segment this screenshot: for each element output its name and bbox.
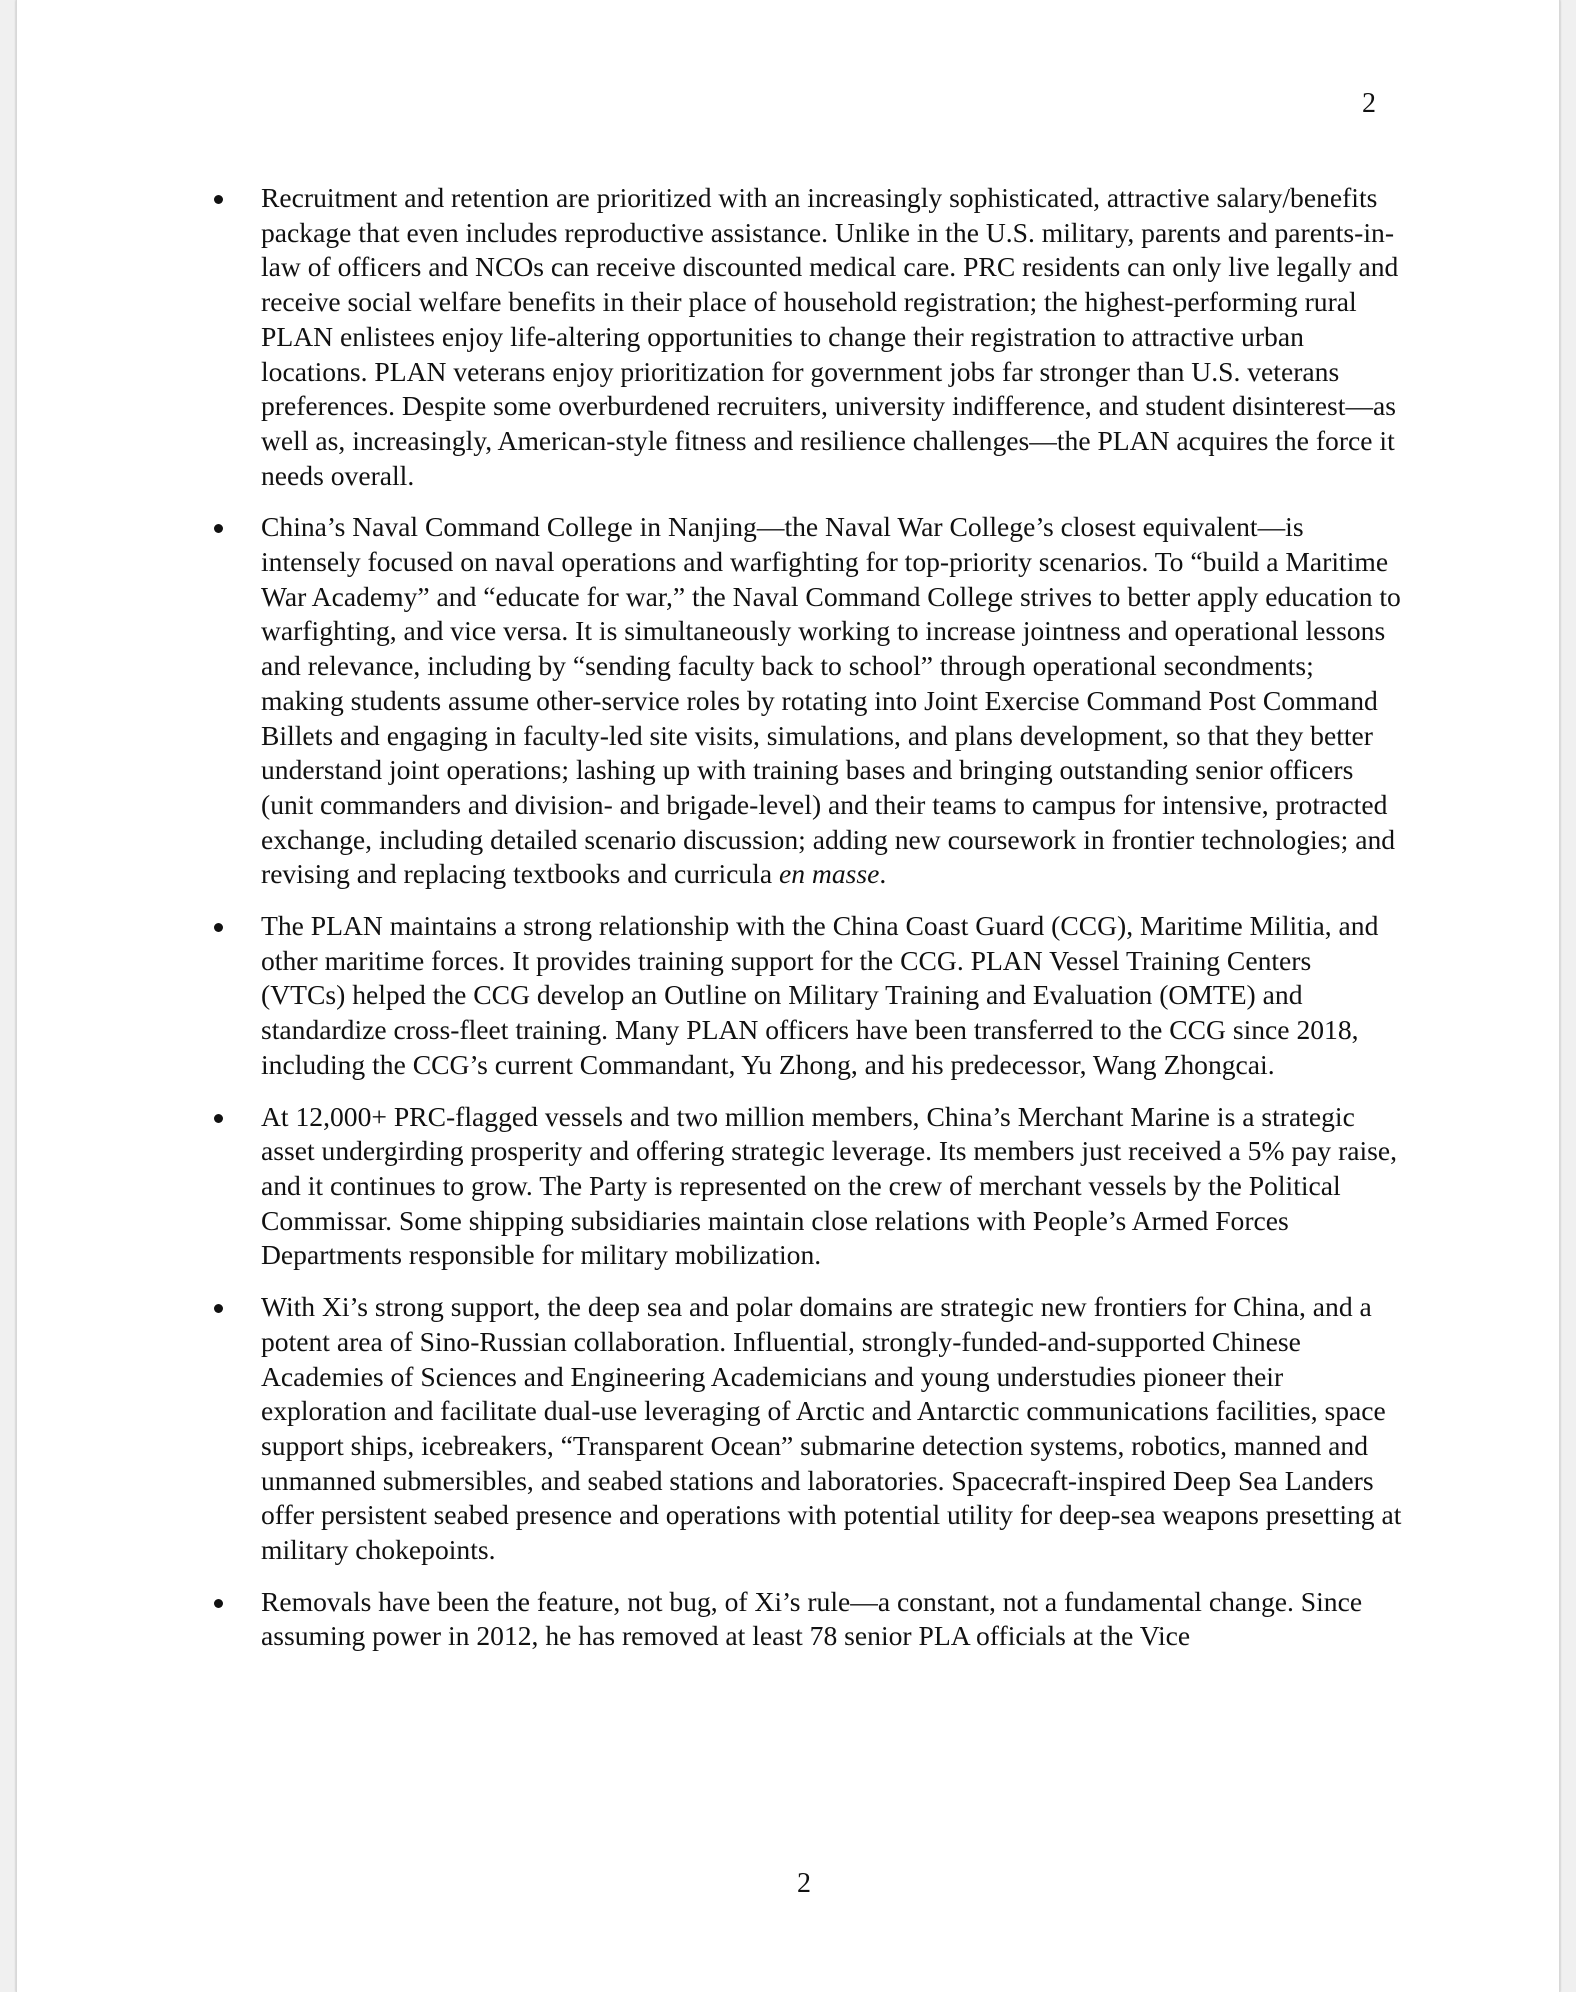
bullet-icon bbox=[214, 195, 223, 204]
page-number-header: 2 bbox=[1362, 88, 1376, 119]
bullet-icon bbox=[214, 1304, 223, 1313]
bullet-item-coast-guard bbox=[197, 909, 1402, 1083]
bullet-text bbox=[261, 510, 1402, 892]
bullet-text: At 12,000+ PRC-flagged vessels and two million members, China’s Merchant Marine is a strategic asset undergirding prosperity and offering strategic leverage. Its members just received a 5% pay raise, and it continues to grow. The Party is represented on the crew of merchant vessels by the Political Commissar. Some shipping subsidiaries maintain close relations with People’s Armed Forces Departments responsible for military mobilization. bbox=[261, 1100, 1398, 1271]
bullet-text: The PLAN maintains a strong relationship with the China Coast Guard (CCG), Maritime Militia, and other maritime forces. It provides training support for the CCG. PLAN Vessel Training Centers (VTCs) helped the CCG develop an Outline on Military Training and Evaluation (OMTE) and standardize cross-fleet training. Many PLAN officers have been transferred to the CCG since 2018, including the CCG’s current Commandant, Yu Zhong, and his predecessor, Wang Zhongcai. bbox=[261, 910, 1379, 1080]
bullet-item-deep-sea-polar bbox=[197, 1290, 1402, 1568]
bullet-item-removals bbox=[197, 1585, 1402, 1654]
document-page bbox=[16, 0, 1560, 1992]
bullet-text: Removals have been the feature, not bug, of Xi’s rule—a constant, not a fundamental change. Since assuming power in 2012, he has removed at least 78 senior PLA officials at the Vice bbox=[261, 1585, 1363, 1652]
bullet-item-naval-command-college bbox=[197, 510, 1402, 892]
bullet-text: With Xi’s strong support, the deep sea and polar domains are strategic new frontiers for China, and a potent area of Sino-Russian collaboration. Influential, strongly-funded-and-supported Chinese Academies of Sciences and Engineering Academicians and young understudies pioneer their exploration and facilitate dual-use leveraging of Arctic and Antarctic communications facilities, space support ships, icebreakers, “Transparent Ocean” submarine detection systems, robotics, manned and unmanned submersibles, and seabed stations and laboratories. Spacecraft-inspired Deep Sea Landers offer persistent seabed presence and operations with potential utility for deep-sea weapons presetting at military chokepoints. bbox=[261, 1291, 1402, 1566]
bullet-text-end: . bbox=[879, 858, 887, 890]
bullet-item-merchant-marine bbox=[197, 1100, 1402, 1274]
bullet-item-recruitment bbox=[197, 181, 1402, 493]
page-number-footer: 2 bbox=[797, 1868, 811, 1899]
bullet-icon bbox=[214, 1114, 223, 1123]
bullet-icon bbox=[214, 923, 223, 932]
bullet-icon bbox=[214, 524, 223, 533]
bullet-icon bbox=[214, 1599, 223, 1608]
bullet-text: Recruitment and retention are prioritized with an increasingly sophisticated, attractive salary/benefits package that even includes reproductive assistance. Unlike in the U.S. military, parents and parents-in-law of officers and NCOs can receive discounted medical care. PRC residents can only live legally and receive social welfare benefits in their place of household registration; the highest-performing rural PLAN enlistees enjoy life-altering opportunities to change their registration to attractive urban locations. PLAN veterans enjoy prioritization for government jobs far stronger than U.S. veterans preferences. Despite some overburdened recruiters, university indifference, and student disinterest—as well as, increasingly, American-style fitness and resilience challenges—the PLAN acquires the force it needs overall. bbox=[261, 182, 1399, 491]
bullet-text-main: China’s Naval Command College in Nanjing—the Naval War College’s closest equivalent—is intensely focused on naval operations and warfighting for top-priority scenarios. To “build a Maritime War Academy” and “educate for war,” the Naval Command College strives to better apply education to warfighting, and vice versa. It is simultaneously working to increase jointness and operational lessons and relevance, including by “sending faculty back to school” through operational secondments; making students assume other-service roles by rotating into Joint Exercise Command Post Command Billets and engaging in faculty-led site visits, simulations, and plans development, so that they better understand joint operations; lashing up with training bases and bringing outstanding senior officers (unit commanders and division- and brigade-level) and their teams to campus for intensive, protracted exchange, including detailed scenario discussion; adding new coursework in frontier technologies; and revising and replacing textbooks and curricula bbox=[261, 511, 1401, 890]
bullet-list bbox=[197, 181, 1402, 1671]
bullet-text-italic: en masse bbox=[778, 858, 880, 890]
